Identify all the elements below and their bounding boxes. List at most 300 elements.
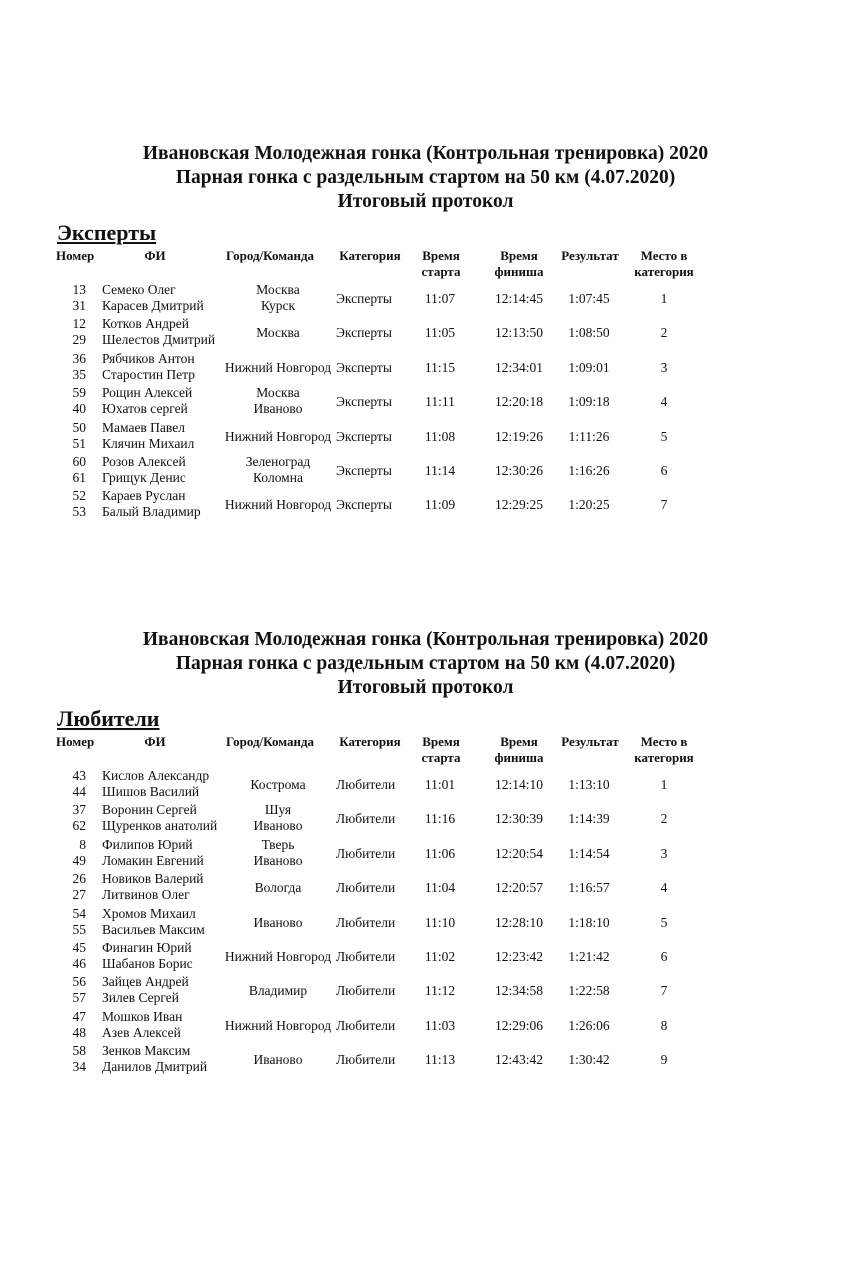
athlete-names-line: Рощин Алексей	[102, 385, 193, 401]
bib-number: 12	[72, 316, 86, 332]
place-cell-line: 6	[660, 463, 668, 478]
athlete-names	[102, 351, 226, 383]
bib-numbers	[62, 871, 86, 903]
header-name-line: ФИ	[144, 248, 166, 263]
start-time	[411, 325, 469, 341]
bib-numbers	[62, 940, 86, 972]
place-cell-line: 3	[660, 845, 668, 861]
bib-number: 35	[72, 366, 86, 382]
header-place	[628, 248, 700, 280]
result-time	[555, 394, 623, 410]
team-city	[218, 1052, 338, 1068]
finish-time-line: 12:19:26	[494, 428, 543, 444]
finish-time	[484, 777, 554, 793]
start-time	[411, 360, 469, 376]
athlete-names-line: Котков Андрей	[102, 316, 189, 332]
athlete-names-line: Васильев Максим	[102, 921, 205, 937]
athlete-names-line: Мамаев Павел	[102, 419, 185, 435]
athlete-names-line: Балый Владимир	[102, 504, 201, 520]
bib-number: 40	[72, 401, 86, 417]
header-start-line: Время	[422, 248, 460, 263]
team-city	[218, 325, 338, 341]
bib-numbers	[62, 351, 86, 383]
finish-time-line: 12:20:57	[494, 880, 543, 896]
header-category	[334, 734, 406, 750]
bib-number: 29	[72, 332, 86, 348]
header-city-line: Город/Команда	[226, 734, 315, 749]
start-time	[411, 394, 469, 410]
start-time	[411, 1052, 469, 1068]
category-cell-line: Любители	[336, 949, 396, 964]
team-city-line: Иваново	[253, 401, 303, 417]
bib-number: 26	[72, 871, 86, 887]
bib-number: 51	[72, 435, 86, 451]
header-finish-line: Время	[500, 734, 538, 749]
bib-number: 53	[72, 504, 86, 520]
team-city	[218, 429, 338, 445]
result-time-line: 1:26:06	[568, 1017, 610, 1033]
athlete-names-line: Розов Алексей	[102, 454, 186, 469]
team-city	[218, 360, 338, 376]
bib-numbers	[62, 488, 86, 520]
category-heading: Эксперты	[57, 220, 157, 245]
header-city	[226, 734, 330, 750]
bib-number: 61	[72, 470, 86, 485]
result-time-line: 1:20:25	[568, 497, 610, 513]
result-time	[555, 949, 623, 965]
result-time-line: 1:14:54	[568, 845, 610, 861]
team-city	[218, 983, 338, 999]
category-cell	[336, 983, 406, 999]
table-row	[0, 316, 851, 350]
bib-number: 31	[72, 298, 86, 313]
category-cell-line: Любители	[336, 845, 396, 861]
result-time	[555, 325, 623, 341]
header-finish	[484, 734, 554, 766]
athlete-names-line: Зилев Сергей	[102, 990, 179, 1006]
finish-time-line: 12:20:54	[494, 845, 543, 861]
start-time-line: 11:10	[424, 914, 456, 930]
category-cell	[336, 394, 406, 410]
start-time-line: 11:04	[424, 880, 456, 896]
table-row	[0, 906, 851, 940]
title-line: Ивановская Молодежная гонка (Контрольная тренировка) 2020	[142, 143, 709, 164]
finish-time	[484, 360, 554, 376]
bib-numbers	[62, 974, 86, 1006]
header-finish-line: финиша	[494, 264, 544, 279]
bib-numbers	[62, 316, 86, 348]
title-line: Итоговый протокол	[337, 677, 514, 698]
table-row	[0, 488, 851, 522]
category-cell-line: Эксперты	[336, 497, 392, 513]
header-start-line: Время	[422, 734, 460, 749]
bib-number: 36	[72, 350, 86, 366]
category-cell	[336, 777, 406, 793]
header-name	[110, 734, 200, 750]
bib-number: 43	[72, 768, 86, 783]
header-category-line: Категория	[339, 734, 401, 749]
header-number	[56, 248, 106, 264]
place-cell-line: 1	[660, 291, 668, 306]
athlete-names	[102, 282, 226, 314]
team-city-line: Нижний Новгород	[224, 497, 332, 513]
place-cell	[628, 846, 700, 862]
team-city-line: Москва	[256, 282, 300, 297]
table-row	[0, 871, 851, 905]
athlete-names-line: Литвинов Олег	[102, 887, 190, 903]
table-row	[0, 282, 851, 316]
place-cell-line: 4	[660, 880, 668, 896]
start-time	[411, 846, 469, 862]
place-cell-line: 7	[660, 983, 668, 999]
header-number-line: Номер	[56, 248, 95, 263]
finish-time	[484, 1052, 554, 1068]
team-city	[218, 880, 338, 896]
finish-time	[484, 394, 554, 410]
athlete-names-line: Юхатов сергей	[102, 401, 188, 417]
category-cell	[336, 1018, 406, 1034]
category-cell	[336, 325, 406, 341]
start-time-line: 11:16	[424, 811, 456, 827]
bib-number: 34	[72, 1059, 86, 1075]
header-result	[554, 734, 626, 750]
team-city	[218, 282, 338, 314]
bib-number: 44	[72, 784, 86, 799]
table-row	[0, 768, 851, 802]
result-time	[555, 777, 623, 793]
team-city	[218, 915, 338, 931]
result-time-line: 1:09:01	[568, 359, 610, 375]
athlete-names-line: Караев Руслан	[102, 488, 186, 504]
finish-time	[484, 915, 554, 931]
athlete-names-line: Филипов Юрий	[102, 836, 193, 852]
start-time	[411, 291, 469, 307]
place-cell	[628, 915, 700, 931]
place-cell	[628, 463, 700, 479]
team-city	[218, 497, 338, 513]
place-cell-line: 9	[660, 1052, 668, 1068]
bib-number: 37	[72, 802, 86, 818]
result-time	[555, 429, 623, 445]
result-time	[555, 880, 623, 896]
finish-time	[484, 983, 554, 999]
bib-numbers	[62, 420, 86, 452]
header-finish-line: Время	[500, 248, 538, 263]
team-city-line: Нижний Новгород	[224, 359, 332, 375]
header-finish	[484, 248, 554, 280]
finish-time	[484, 949, 554, 965]
start-time	[411, 880, 469, 896]
protocol-title	[0, 142, 851, 214]
header-place-line: Место в	[640, 734, 688, 749]
finish-time	[484, 463, 554, 479]
start-time	[411, 949, 469, 965]
finish-time-line: 12:14:45	[494, 291, 543, 306]
table-row	[0, 420, 851, 454]
category-cell-line: Любители	[336, 1052, 396, 1068]
result-time-line: 1:14:39	[568, 811, 610, 827]
team-city-line: Иваново	[253, 914, 303, 930]
athlete-names	[102, 837, 226, 869]
place-cell-line: 6	[660, 949, 668, 964]
result-time	[555, 846, 623, 862]
athlete-names-line: Ломакин Евгений	[102, 852, 204, 868]
athlete-names-line: Финагин Юрий	[102, 940, 192, 955]
bib-number: 59	[72, 385, 86, 401]
category-cell-line: Любители	[336, 983, 396, 999]
result-time	[555, 811, 623, 827]
place-cell-line: 1	[660, 777, 668, 792]
start-time-line: 11:01	[424, 777, 456, 792]
header-place-line: Место в	[640, 248, 688, 263]
table-row	[0, 837, 851, 871]
category-cell-line: Эксперты	[336, 359, 392, 375]
start-time	[411, 429, 469, 445]
athlete-names	[102, 871, 226, 903]
finish-time-line: 12:20:18	[494, 394, 543, 410]
finish-time-line: 12:30:39	[494, 811, 543, 827]
bib-number: 52	[72, 488, 86, 504]
result-time-line: 1:08:50	[568, 325, 610, 341]
athlete-names-line: Клячин Михаил	[102, 435, 195, 451]
athlete-names	[102, 1009, 226, 1041]
table-row	[0, 385, 851, 419]
place-cell	[628, 983, 700, 999]
bib-numbers	[62, 802, 86, 834]
team-city-line: Москва	[256, 325, 300, 341]
header-name	[110, 248, 200, 264]
athlete-names	[102, 974, 226, 1006]
finish-time	[484, 846, 554, 862]
header-place-line: категория	[634, 750, 694, 765]
header-place	[628, 734, 700, 766]
start-time-line: 11:02	[424, 949, 456, 964]
bib-numbers	[62, 906, 86, 938]
category-cell-line: Любители	[336, 914, 396, 930]
finish-time-line: 12:43:42	[494, 1052, 543, 1068]
header-name-line: ФИ	[144, 734, 166, 749]
header-result-line: Результат	[561, 734, 619, 749]
header-place-line: категория	[634, 264, 694, 279]
bib-number: 57	[72, 990, 86, 1006]
start-time-line: 11:09	[424, 497, 456, 513]
header-result-line: Результат	[561, 248, 619, 263]
finish-time-line: 12:13:50	[494, 325, 543, 341]
category-cell	[336, 291, 406, 307]
bib-number: 54	[72, 905, 86, 921]
bib-numbers	[62, 768, 86, 800]
finish-time-line: 12:23:42	[494, 949, 543, 964]
team-city	[218, 837, 338, 869]
team-city	[218, 777, 338, 793]
athlete-names-line: Грищук Денис	[102, 470, 186, 485]
result-time	[555, 1018, 623, 1034]
header-number	[56, 734, 106, 750]
place-cell	[628, 291, 700, 307]
team-city-line: Зеленоград	[245, 454, 311, 469]
header-category	[334, 248, 406, 264]
category-cell	[336, 360, 406, 376]
bib-number: 48	[72, 1024, 86, 1040]
place-cell	[628, 777, 700, 793]
result-time-line: 1:22:58	[568, 983, 610, 999]
finish-time	[484, 1018, 554, 1034]
team-city	[218, 802, 338, 834]
place-cell	[628, 360, 700, 376]
bib-number: 47	[72, 1008, 86, 1024]
bib-number: 13	[72, 282, 86, 297]
start-time-line: 11:11	[425, 394, 455, 410]
category-cell	[336, 463, 406, 479]
team-city-line: Иваново	[253, 1052, 303, 1068]
finish-time-line: 12:14:10	[494, 777, 543, 792]
finish-time	[484, 291, 554, 307]
athlete-names-line: Данилов Дмитрий	[102, 1059, 208, 1075]
title-line: Итоговый протокол	[337, 191, 514, 212]
athlete-names-line: Карасев Дмитрий	[102, 298, 204, 313]
header-start-line: старта	[421, 750, 461, 765]
place-cell	[628, 1052, 700, 1068]
team-city-line: Кострома	[250, 777, 306, 792]
category-cell	[336, 1052, 406, 1068]
title-line: Парная гонка с раздельным стартом на 50 км (4.07.2020)	[175, 167, 676, 188]
bib-numbers	[62, 1043, 86, 1075]
table-row	[0, 454, 851, 488]
start-time	[411, 983, 469, 999]
bib-numbers	[62, 454, 86, 486]
start-time-line: 11:15	[424, 359, 456, 375]
place-cell	[628, 811, 700, 827]
bib-number: 27	[72, 887, 86, 903]
bib-number: 58	[72, 1043, 86, 1059]
header-start	[410, 248, 472, 280]
header-start-line: старта	[421, 264, 461, 279]
start-time-line: 11:07	[424, 291, 456, 306]
bib-number: 62	[72, 818, 86, 834]
category-cell-line: Эксперты	[336, 291, 392, 306]
finish-time	[484, 880, 554, 896]
place-cell	[628, 949, 700, 965]
athlete-names-line: Воронин Сергей	[102, 802, 197, 818]
start-time-line: 11:14	[424, 463, 456, 478]
start-time-line: 11:03	[424, 1017, 456, 1033]
result-time	[555, 463, 623, 479]
bib-number: 56	[72, 974, 86, 990]
athlete-names-line: Новиков Валерий	[102, 871, 204, 887]
athlete-names	[102, 488, 226, 520]
result-time	[555, 915, 623, 931]
table-row	[0, 1043, 851, 1077]
team-city	[218, 949, 338, 965]
start-time	[411, 811, 469, 827]
bib-number: 49	[72, 852, 86, 868]
start-time	[411, 463, 469, 479]
finish-time-line: 12:29:25	[494, 497, 543, 513]
bib-number: 45	[72, 940, 86, 955]
bib-numbers	[62, 837, 86, 869]
protocol-title	[0, 628, 851, 700]
result-time-line: 1:13:10	[568, 777, 610, 792]
athlete-names-line: Кислов Александр	[102, 768, 210, 783]
finish-time	[484, 811, 554, 827]
team-city-line: Москва	[256, 385, 300, 401]
result-time	[555, 983, 623, 999]
athlete-names-line: Шабанов Борис	[102, 956, 193, 971]
athlete-names-line: Семеко Олег	[102, 282, 176, 297]
category-cell	[336, 846, 406, 862]
result-time-line: 1:16:26	[568, 463, 610, 478]
header-start	[410, 734, 472, 766]
category-cell-line: Любители	[336, 777, 396, 792]
category-cell-line: Эксперты	[336, 463, 392, 478]
place-cell-line: 4	[660, 394, 668, 410]
category-cell	[336, 811, 406, 827]
result-time-line: 1:18:10	[568, 914, 610, 930]
bib-number: 50	[72, 419, 86, 435]
start-time-line: 11:13	[424, 1052, 456, 1068]
team-city-line: Курск	[260, 298, 296, 313]
athlete-names-line: Рябчиков Антон	[102, 350, 195, 366]
category-heading: Любители	[57, 706, 160, 731]
title-line: Ивановская Молодежная гонка (Контрольная тренировка) 2020	[142, 629, 709, 650]
team-city-line: Владимир	[248, 983, 308, 999]
category-cell	[336, 949, 406, 965]
athlete-names-line: Шишов Василий	[102, 784, 200, 799]
finish-time	[484, 325, 554, 341]
start-time-line: 11:08	[424, 428, 456, 444]
header-city	[226, 248, 330, 264]
athlete-names-line: Азев Алексей	[102, 1024, 181, 1040]
category-cell-line: Любители	[336, 811, 396, 827]
athlete-names-line: Зенков Максим	[102, 1043, 191, 1059]
team-city-line: Тверь	[261, 836, 295, 852]
team-city-line: Коломна	[253, 470, 303, 485]
athlete-names	[102, 385, 226, 417]
header-number-line: Номер	[56, 734, 95, 749]
result-time-line: 1:11:26	[568, 428, 610, 444]
place-cell-line: 2	[660, 325, 668, 341]
place-cell-line: 3	[660, 359, 668, 375]
athlete-names	[102, 768, 226, 800]
bib-numbers	[62, 282, 86, 314]
result-time-line: 1:07:45	[568, 291, 610, 306]
place-cell	[628, 394, 700, 410]
athlete-names-line: Хромов Михаил	[102, 905, 196, 921]
athlete-names-line: Старостин Петр	[102, 366, 195, 382]
category-cell	[336, 915, 406, 931]
start-time-line: 11:06	[424, 845, 456, 861]
place-cell-line: 8	[660, 1017, 668, 1033]
category-cell-line: Любители	[336, 1017, 396, 1033]
result-time	[555, 497, 623, 513]
team-city-line: Вологда	[254, 880, 302, 896]
team-city	[218, 1018, 338, 1034]
header-result	[554, 248, 626, 264]
category-cell	[336, 429, 406, 445]
category-cell	[336, 880, 406, 896]
result-time-line: 1:30:42	[568, 1052, 610, 1068]
athlete-names	[102, 1043, 226, 1075]
place-cell-line: 5	[660, 914, 668, 930]
athlete-names	[102, 316, 226, 348]
result-time	[555, 1052, 623, 1068]
start-time	[411, 1018, 469, 1034]
start-time	[411, 497, 469, 513]
team-city-line: Нижний Новгород	[224, 428, 332, 444]
start-time	[411, 777, 469, 793]
athlete-names-line: Мошков Иван	[102, 1008, 183, 1024]
start-time	[411, 915, 469, 931]
